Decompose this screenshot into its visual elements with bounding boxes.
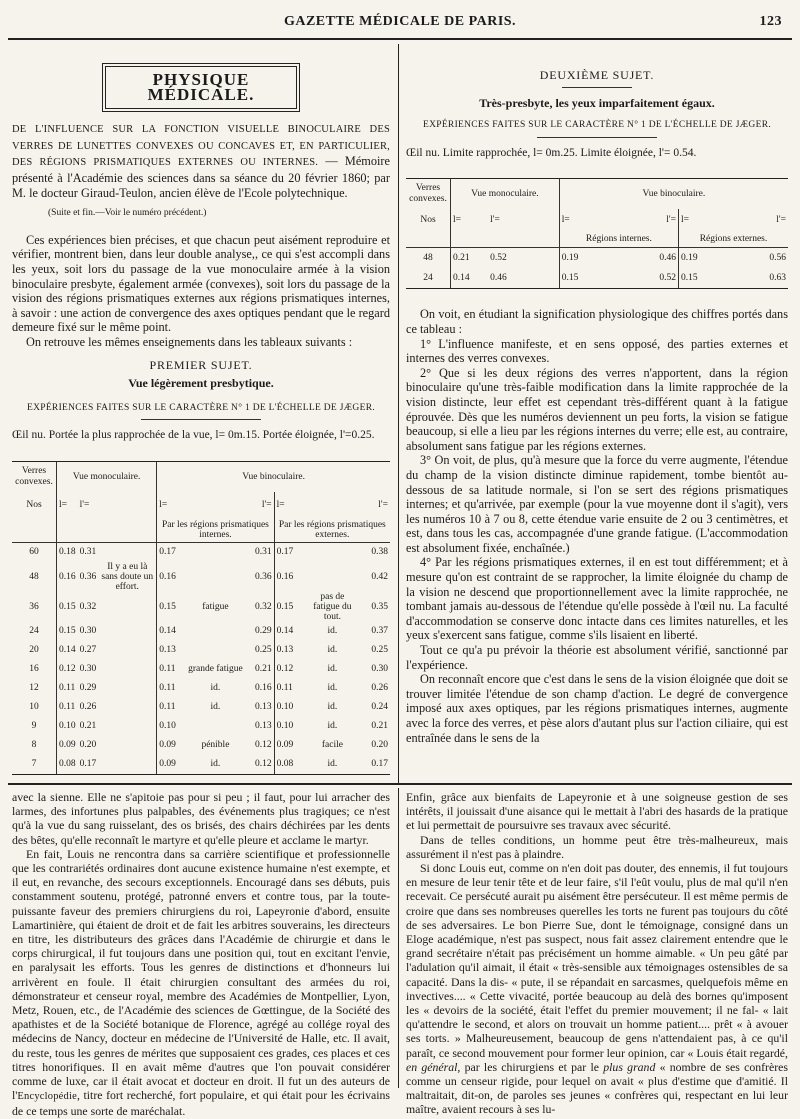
externes-l-value: 0.15 — [678, 268, 721, 289]
text-run: plus grand — [603, 1059, 656, 1074]
mono-lp-value: 0.31 — [79, 547, 97, 558]
row-number: 9 — [31, 721, 37, 732]
mono-note — [98, 542, 157, 562]
paragraph: On reconnaît encore que c'est dans le sens de la vision éloignée que doit se trouver limitée l'étendue de son champ d'action. Le degré de convergence imposé aux axes optiques, par les régions prismatiques internes, augmente avec la force des verres, et pèse alors d'autant plus sur l'action ciliaire, qui est entraînée dans le sens de la — [406, 672, 788, 745]
page-number: 123 — [759, 14, 782, 29]
externes-l-value: 0.13 — [274, 641, 304, 660]
mono-l-value: 0.18 — [57, 542, 78, 562]
column-divider-bottom — [398, 788, 399, 1088]
externes-l-value: 0.17 — [274, 542, 304, 562]
divider — [537, 137, 657, 138]
internes-l-value: 0.09 — [157, 736, 182, 755]
internes-note: id. — [181, 755, 249, 775]
internes-l-value: 0.13 — [157, 641, 182, 660]
col-verres-header: Verres convexes. — [12, 461, 57, 492]
paragraph: 3° On voit, de plus, qu'à mesure que la force du verre augmente, l'étendue du champ de la vision distincte diminue rapidement, tombe bientôt au-dessous de sa latitude normale, si l'on se sert des régions prismatiques internes; et qu'arrivée, par exemple (pour la vue moyenne dont il s'agit), vers les numéros 10 à 7 ou 8, cette étendue varie ensuite de 2 ou 3 centimètres, et est, dans tous les cas, accompagnée d'une grande fatigue. (L'accommodation est absolument fixée, enchaînée.) — [406, 453, 788, 555]
mono-lp-value: 0.26 — [79, 702, 97, 713]
text-run: , par les chirurgiens et par le — [457, 1059, 604, 1074]
mono-note — [525, 248, 560, 269]
internes-lp-value: 0.46 — [659, 253, 676, 264]
l-label: l= — [57, 492, 78, 518]
externes-note: id. — [327, 721, 338, 732]
table-row — [12, 717, 390, 736]
subject2-exp-heading: EXPÉRIENCES FAITES SUR LE CARACTÈRE N° 1 DE L'ÉCHELLE DE JÆGER. — [422, 120, 772, 131]
internes-l-value: 0.17 — [157, 542, 182, 562]
mono-lp-value: 0.46 — [488, 268, 525, 289]
externes-l-value: 0.19 — [678, 248, 721, 269]
nos-label: Nos — [420, 215, 436, 226]
row-number: 10 — [29, 702, 39, 713]
externes-note: pas de fatigue du tout. — [313, 591, 352, 622]
paragraph: 2° Que si les deux régions des verres n'apportent, dans la région binoculaire qu'une très-faible modification dans la limite rapprochée de la vision distincte, leur effet est cependant très-différent quant à la fatigue éprouvée. Dès que les numéros deviennent un peu forts, la vision se fatigue beaucoup, si elle a lieu par les régions internes du verre; elle est, au contraire, absolument sans fatigue par les régions externes. — [406, 365, 788, 453]
table-row — [12, 755, 390, 775]
col-bino-header: Vue binoculaire. — [157, 461, 390, 492]
lp-label: l'= — [378, 499, 388, 510]
nos-label: Nos — [26, 499, 42, 510]
internes-l-value: 0.11 — [157, 698, 182, 717]
internes-note — [181, 542, 249, 562]
row-number: 12 — [29, 683, 39, 694]
table-row — [406, 248, 788, 269]
lp-label: l'= — [666, 215, 676, 226]
right-column — [406, 66, 788, 745]
internes-lp-value: 0.13 — [255, 721, 272, 732]
mono-lp-value: 0.30 — [79, 626, 97, 637]
col-mono-header: Vue monoculaire. — [451, 179, 560, 210]
externes-lp-value: 0.25 — [371, 645, 388, 656]
text-run: « nombre de ses confrères comme un censeur rigide, pour lequel on avait « plus d'estime que d'amitié. Il maltraitait, dit-on, de paroles ses jeunes « confrères qui, respectant en lui leur maître, avaient recours à ses lu- — [406, 1059, 788, 1117]
text-run: Si donc Louis eut, comme on n'en doit pas douter, des ennemis, il fut toujours en mesure de leur tenir tête et de leur faire, s'il l'eût voulu, plus de mal qu'il n'en recevait. Ce persécuté aurait pu aisément être persécuteur. Il est même permis de croire que dans ses nombreuses querelles les torts ne furent pas toujours du côté de ses adversaires. Le bon Pierre Sue, dont le témoignage, consigné dans un Eloge académique, n'est pas suspect, nous fait assez clairement entendre que le grand secrétaire n'était pas précisément un homme aimable. « Un peu gâté par l'adulation qu'il aimait, il était « très-sensible aux témoignages ostensibles de sa capacité. Dans la dis- « pute, il se répandait en sarcasmes, quelquefois même en invectives.... « Cette vivacité, portée beaucoup au delà des bornes qu'imposent les « devoirs de la société, était l'effet du premier mouvement; il ne fal- « lait qu'attendre le second, et alors on trouvait un homme patient.... prêt « à avouer ses torts. » Malheureusement, beaucoup de gens n'attendaient pas, à ce qu'il paraît, ce second mouvement pour former leur opinion, car « Louis était regardé, — [406, 861, 788, 1060]
mono-l-value: 0.10 — [57, 717, 78, 736]
mono-lp-value: 0.52 — [490, 253, 507, 264]
section-title: PHYSIQUE MÉDICALE. — [105, 66, 297, 109]
externes-lp-value: 0.37 — [371, 626, 388, 637]
internes-l-value: 0.19 — [559, 248, 597, 269]
internes-l-value: 0.11 — [157, 679, 182, 698]
mono-note: Il y a eu là sans doute un effort. — [101, 561, 154, 592]
externes-l-value: 0.10 — [274, 717, 304, 736]
mono-note — [525, 268, 560, 289]
col-bino-header: Vue binoculaire. — [559, 179, 788, 210]
externes-lp-value: 0.21 — [371, 721, 388, 732]
paragraph: Dans de telles conditions, un homme peut être très-malheureux, mais assurément il n'est pas à plaindre. — [406, 832, 788, 861]
externes-lp-value: 0.42 — [371, 571, 388, 582]
row-number: 48 — [29, 571, 39, 582]
internes-note: fatigue — [202, 601, 229, 612]
externes-note: id. — [327, 702, 338, 713]
mono-l-value: 0.15 — [57, 622, 78, 641]
mono-lp-value: 0.36 — [79, 571, 97, 582]
lp-label: l'= — [776, 215, 786, 226]
lp-label: l'= — [490, 215, 500, 226]
l-label: l= — [451, 209, 489, 231]
mono-note — [98, 698, 157, 717]
paragraph: On voit, en étudiant la signification physiologique des chiffres portés dans ce tableau : — [406, 307, 788, 336]
running-header — [8, 14, 792, 36]
subject2-title: DEUXIÈME SUJET. — [539, 68, 655, 82]
row-number: 60 — [29, 547, 39, 558]
table-row — [12, 679, 390, 698]
mono-lp-value: 0.17 — [78, 755, 99, 775]
internes-note: id. — [210, 683, 221, 694]
mono-l-value: 0.14 — [451, 268, 489, 289]
row-number: 24 — [29, 626, 39, 637]
internes-note — [181, 622, 249, 641]
table-row — [12, 542, 390, 562]
lp-label: l'= — [79, 499, 90, 510]
externes-note: id. — [304, 755, 360, 775]
internes-note: pénible — [201, 740, 230, 751]
column-divider-top — [398, 44, 399, 784]
subject1-table — [12, 461, 390, 775]
internes-lp-value: 0.21 — [255, 664, 272, 675]
internes-note — [181, 641, 249, 660]
subject2-table — [406, 178, 788, 289]
externes-l-value: 0.09 — [274, 736, 304, 755]
mono-l-value: 0.16 — [57, 562, 78, 592]
internes-note — [597, 268, 641, 289]
mono-lp-value: 0.29 — [79, 683, 97, 694]
subject1-eye-line: Œil nu. Portée la plus rapprochée de la vue, l= 0m.15. Portée éloignée, l'=0.25. — [12, 429, 375, 442]
row-number: 7 — [12, 755, 57, 775]
feuilleton-right-column — [406, 790, 788, 1117]
sub-internes-header: Régions internes. — [559, 231, 678, 248]
mono-lp-value: 0.20 — [79, 740, 97, 751]
mono-lp-value: 0.30 — [79, 664, 97, 675]
table-row — [12, 736, 390, 755]
internes-l-value: 0.11 — [157, 660, 182, 679]
mono-note — [98, 736, 157, 755]
internes-l-value: 0.15 — [559, 268, 597, 289]
externes-lp-value: 0.56 — [769, 253, 786, 264]
table-row — [406, 268, 788, 289]
subject2-subtitle: Très-presbyte, les yeux imparfaitement égaux. — [479, 95, 715, 110]
table-row — [12, 698, 390, 717]
table-row — [12, 592, 390, 622]
feuilleton-left-column — [12, 790, 390, 1119]
externes-lp-value: 0.20 — [371, 740, 388, 751]
externes-lp-value: 0.63 — [746, 268, 788, 289]
header-rule — [8, 38, 792, 40]
internes-l-value: 0.16 — [157, 562, 182, 592]
col-verres-header: Verres convexes. — [406, 179, 451, 210]
internes-note — [597, 248, 641, 269]
internes-l-value: 0.14 — [157, 622, 182, 641]
internes-l-value: 0.09 — [157, 755, 182, 775]
internes-lp-value: 0.16 — [255, 683, 272, 694]
section-rule — [8, 783, 792, 785]
internes-lp-value: 0.25 — [255, 645, 272, 656]
mono-lp-value: 0.27 — [79, 645, 97, 656]
mono-l-value: 0.15 — [57, 592, 78, 622]
paragraph: 1° L'influence manifeste, et en sens opposé, des parties externes et internes des verres convexes. — [406, 336, 788, 366]
externes-lp-value: 0.30 — [371, 664, 388, 675]
internes-lp-value: 0.12 — [250, 755, 275, 775]
row-number: 20 — [29, 645, 39, 656]
subject2-eye-line: Œil nu. Limite rapprochée, l= 0m.25. Limite éloignée, l'= 0.54. — [406, 146, 697, 159]
mono-l-value: 0.11 — [57, 679, 78, 698]
text-run: en général — [406, 1059, 458, 1074]
externes-note — [304, 542, 360, 562]
journal-title: GAZETTE MÉDICALE DE PARIS. — [283, 14, 517, 29]
text-run: En fait, Louis ne rencontra dans sa carrière scientifique et professionnelle que les contrariétés ordinaires dont aucune existence humaine n'est exempte, et il eut, en revanche, des secours exceptionnels. Encouragé dans ses débuts, puis constamment soutenu, protégé, patronné envers et contre tous, par la toute-puissante faveur des premiers chirurgiens du roi, Lapeyronie d'abord, ensuite Lamartinière, qui étaient de droit et de fait les arbitres souverains, les directeurs en titre, les distributeurs des grâces dans l'Académie de chirurgie et dans le corps chirurgical, il fut toujours dans une position qui, tout en excitant l'envie, en paralysait les efforts. Tous les genres de distinctions et d'honneurs lui arrivèrent en foule. Il était chirurgien consultant des armées du roi, démonstrateur et censeur royal, membre des Académies de Montpellier, Lyon, Metz, Rouen, etc., de l'Académie des sciences de Gœttingue, de la Société des apathistes et de la Société botanique de Florence, agrégé au collége royal des médecins de Nancy, docteur en médecine de l'Université de Halle, etc. Il avait, du reste, tous les genres de mérites que supposaient ces grades, ces places et ces titres honorifiques. Il en avait même d'autres que l'on pouvait considérer comme de luxe, car il était avocat et docteur en droit. Il fut un des auteurs de l' — [12, 846, 390, 1103]
externes-note — [722, 268, 746, 289]
mono-lp-value: 0.32 — [79, 601, 97, 612]
externes-l-value: 0.10 — [274, 698, 304, 717]
l-label: l= — [274, 492, 304, 518]
paragraph: avec la sienne. Elle ne s'apitoie pas pour si peu ; il faut, pour lui arracher des larmes, des infortunes plus palpables, des événements plus tragiques; ce n'est qu'à la vue du sang ruisselant, des os brisés, des chairs déchirées par les dents des bêtes, qu'elle reconnaît le martyre et qu'elle pleure et acclame le martyr. — [12, 790, 390, 847]
l-label: l= — [157, 492, 182, 518]
paragraph: 4° Par les régions prismatiques externes, il en est tout différemment; et à mesure qu'on est contraint de se rapprocher, la limite éloignée du champ de la vision ne descend que proportionnellement avec la limite rapprochée, ne tombant jamais au-dessous de l'étendue qu'elle possède à l'œil nu. La faculté d'accommodation se conserve donc intacte dans ces limites naturelles, et les yeux s'exercent sans fatigue, comme s'ils lisaient en liberté. — [406, 555, 788, 643]
internes-lp-value: 0.29 — [255, 626, 272, 637]
sub-externes-header: Régions externes. — [678, 231, 788, 248]
internes-lp-value: 0.36 — [255, 571, 272, 582]
sub-internes-header: Par les régions prismatiques internes. — [157, 518, 274, 543]
mono-l-value: 0.12 — [57, 660, 78, 679]
paragraph: On retrouve les mêmes enseignements dans les tableaux suivants : — [26, 334, 353, 349]
internes-note: grande fatigue — [188, 664, 243, 675]
externes-note: id. — [327, 626, 338, 637]
mono-note — [98, 592, 157, 622]
divider — [562, 87, 632, 88]
internes-lp-value: 0.12 — [255, 740, 272, 751]
mono-note — [98, 679, 157, 698]
subject1-title: PREMIER SUJET. — [149, 357, 253, 372]
left-column — [12, 66, 390, 775]
mono-lp-value: 0.21 — [79, 721, 97, 732]
row-number: 16 — [29, 664, 39, 675]
row-number: 48 — [423, 253, 433, 264]
article-heading-caps: DE L'INFLUENCE SUR LA FONCTION VISUELLE BINOCULAIRE DES VERRES DE LUNETTES CONVEXES OU CONCAVES ET, EN PARTICULIER, DES RÉGIONS PRISMATIQUES EXTERNES OU INTERNES. — [12, 124, 390, 169]
externes-lp-value: 0.17 — [360, 755, 390, 775]
suite-note: (Suite et fin.—Voir le numéro précédent.) — [48, 208, 207, 219]
internes-l-value: 0.15 — [157, 592, 182, 622]
divider — [141, 419, 261, 420]
paragraph: Enfin, grâce aux bienfaits de Lapeyronie et à une soigneuse gestion de ses intérêts, il jouissait d'une aisance qui le mettait à l'abri des hasards de la pratique et lui permettait de poursuivre ses travaux avec sécurité. — [406, 790, 788, 833]
externes-note: id. — [327, 683, 338, 694]
l-label: l= — [678, 209, 721, 231]
l-label: l= — [559, 209, 597, 231]
mono-l-value: 0.14 — [57, 641, 78, 660]
externes-l-value: 0.16 — [274, 562, 304, 592]
text-run: , titre fort recherché, fort populaire, et qui était pour les écrivains de ce temps une sorte de maréchalat. — [12, 1088, 390, 1119]
internes-note — [181, 717, 249, 736]
sub-externes-header: Par les régions prismatiques externes. — [274, 518, 390, 543]
text-run: Encyclopédie — [17, 1091, 77, 1103]
mono-note — [98, 755, 157, 775]
paragraph — [12, 847, 390, 1119]
externes-note: facile — [321, 740, 343, 751]
externes-note — [304, 562, 360, 592]
internes-note — [181, 562, 249, 592]
mono-l-value: 0.21 — [451, 248, 489, 269]
row-number: 24 — [406, 268, 451, 289]
internes-lp-value: 0.52 — [641, 268, 679, 289]
article-heading-rest: — Mémoire présenté à l'Académie des sciences dans sa séance du 20 février 1860; par M. le docteur Giraud-Teulon, ancien élève de l'Ecole polytechnique. — [12, 154, 390, 200]
paragraph — [406, 861, 788, 1117]
internes-lp-value: 0.32 — [255, 601, 272, 612]
externes-l-value: 0.11 — [274, 679, 304, 698]
article-heading — [12, 121, 390, 200]
externes-l-value: 0.12 — [274, 660, 304, 679]
table-row — [12, 641, 390, 660]
paragraph: Ces expériences bien précises, et que chacun peut aisément reproduire et vérifier, montrent bien, dans leur double analyse,, ce qui s'est accompli dans les yeux, soit lors du passage de la vue monoculaire armée à la vision binoculaire presbyte, également armée (convexes), soit lors du passage de la vision des régions prismatiques externes aux régions prismatiques internes, à savoir : une action de convergence des axes optiques pendant que le regard demeure fixé sur le même point. — [12, 232, 390, 335]
table-row — [12, 660, 390, 679]
subject1-subtitle: Vue légèrement presbytique. — [128, 376, 274, 391]
externes-l-value: 0.14 — [274, 622, 304, 641]
externes-lp-value: 0.24 — [371, 702, 388, 713]
internes-lp-value: 0.31 — [255, 547, 272, 558]
externes-lp-value: 0.26 — [371, 683, 388, 694]
row-number: 8 — [31, 740, 37, 751]
paragraph: Tout ce qu'a pu prévoir la théorie est absolument vérifié, sanctionné par l'expérience. — [406, 643, 788, 672]
externes-note: id. — [327, 664, 338, 675]
internes-note: id. — [210, 702, 221, 713]
lp-label: l'= — [261, 499, 272, 510]
mono-note — [98, 641, 157, 660]
externes-l-value: 0.15 — [274, 592, 304, 622]
externes-lp-value: 0.35 — [371, 601, 388, 612]
mono-l-value: 0.11 — [57, 698, 78, 717]
mono-l-value: 0.09 — [57, 736, 78, 755]
row-number: 36 — [29, 601, 39, 612]
subject1-exp-heading: EXPÉRIENCES FAITES SUR LE CARACTÈRE N° 1 DE L'ÉCHELLE DE JÆGER. — [26, 402, 376, 413]
mono-note — [98, 717, 157, 736]
externes-note — [722, 248, 746, 269]
mono-note — [98, 622, 157, 641]
table-row — [12, 622, 390, 641]
mono-note — [98, 660, 157, 679]
externes-note: id. — [327, 645, 338, 656]
externes-l-value: 0.08 — [274, 755, 304, 775]
mono-l-value: 0.08 — [57, 755, 78, 775]
internes-lp-value: 0.13 — [255, 702, 272, 713]
externes-lp-value: 0.38 — [371, 547, 388, 558]
col-mono-header: Vue monoculaire. — [57, 461, 157, 492]
internes-l-value: 0.10 — [157, 717, 182, 736]
table-row — [12, 562, 390, 592]
